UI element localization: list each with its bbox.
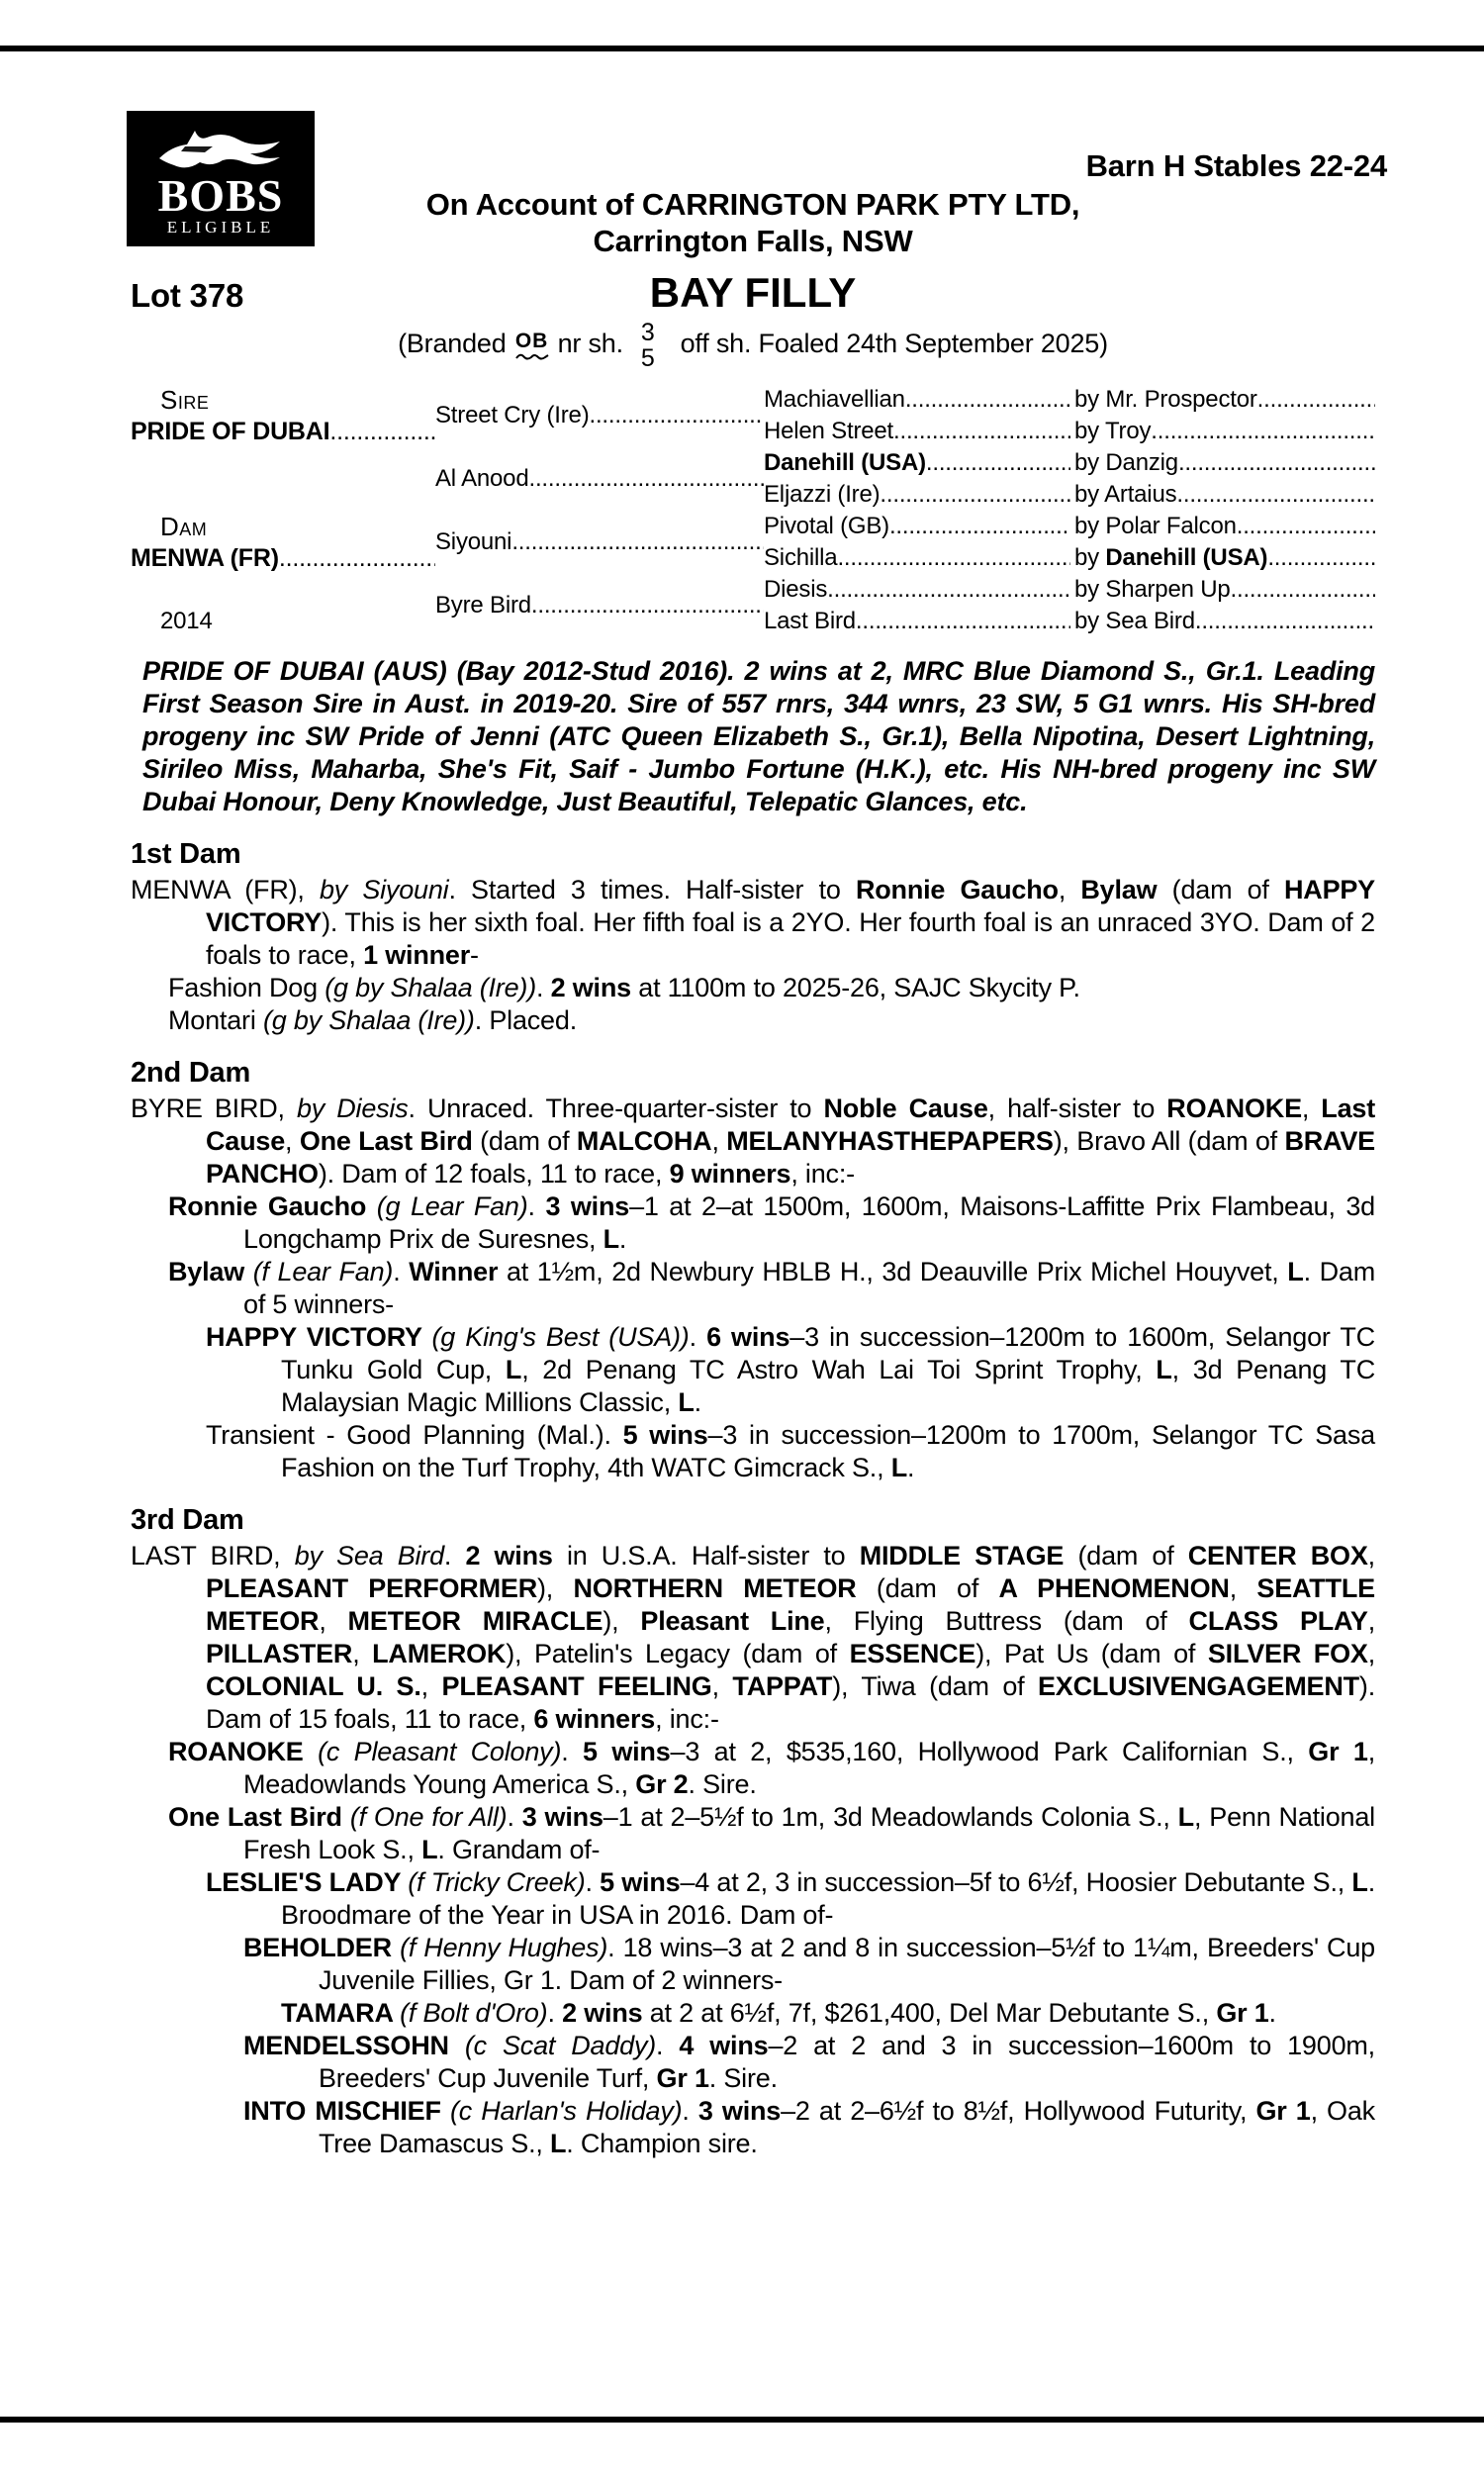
pedigree-grandparent-cell — [764, 449, 1070, 477]
pedigree-parent — [435, 402, 764, 429]
progeny-entry: Montari (g by Shalaa (Ire)). Placed. — [168, 1005, 577, 1035]
pedigree-greatgrandsire-text: by Troy — [1074, 418, 1152, 444]
branded-near-shoulder: nr sh. — [557, 329, 623, 358]
pedigree-greatgrandsire-text: by Sharpen Up — [1074, 576, 1231, 603]
progeny-entry: Fashion Dog (g by Shalaa (Ire)). 2 wins at 1100m to 2025-26, SAJC Skycity P. — [168, 973, 1080, 1002]
dotted-leader — [589, 402, 764, 429]
dotted-leader — [1195, 608, 1375, 635]
progeny-entry: Transient - Good Planning (Mal.). 5 wins–3 in succession–1200m to 1700m, Selangor TC Sasa Fashion on the Turf Trophy, 4th WATC Gimcrack S., L. — [206, 1420, 1375, 1482]
pedigree-row — [764, 384, 1375, 416]
dotted-leader — [889, 513, 1070, 540]
pedigree-grandparent — [764, 513, 1070, 540]
pedigree-row — [764, 447, 1375, 479]
branded-prefix: (Branded — [398, 329, 507, 358]
pedigree-greatgrandsire — [1074, 544, 1375, 572]
pedigree-parent-text: Street Cry (Ire) — [435, 402, 590, 428]
pedigree-grandparent-cell — [764, 513, 1070, 540]
pedigree-grandparent-text: Eljazzi (Ire) — [764, 481, 881, 508]
pedigree-grandparent-cell — [764, 544, 1070, 572]
pedigree-parent-cell — [435, 384, 764, 447]
pedigree-grandparent-cell — [764, 608, 1070, 635]
logo-subtext: ELIGIBLE — [166, 217, 275, 237]
progeny-entry: ROANOKE (c Pleasant Colony). 5 wins–3 at 2, $535,160, Hollywood Park Californian S., Gr 1, Meadowlands Young America S., Gr 2. Sire. — [168, 1737, 1375, 1799]
pedigree-row — [764, 606, 1375, 637]
pedigree-greatgrandsire-text: by Mr. Prospector — [1074, 386, 1257, 413]
dam-year: 2014 — [160, 608, 213, 634]
pedigree-grandparent — [764, 418, 1070, 445]
dotted-leader — [856, 608, 1070, 635]
progeny-entry: TAMARA (f Bolt d'Oro). 2 wins at 2 at 6½f, 7f, $261,400, Del Mar Debutante S., Gr 1. — [281, 1998, 1276, 2028]
brand-numbers — [641, 320, 655, 371]
dotted-leader — [531, 592, 764, 619]
pedigree-row — [764, 511, 1375, 542]
brand-foaling-line — [131, 315, 1375, 372]
pedigree-parent-text: Siyouni — [435, 528, 512, 555]
dotted-leader — [926, 449, 1070, 477]
progeny-entry: LESLIE'S LADY (f Tricky Creek). 5 wins–4 at 2, 3 in succession–5f to 6½f, Hoosier Debutante S., L. Broodmare of the Year in USA in 2016. Dam of- — [206, 1867, 1376, 1930]
pedigree-greatgrandsire-cell — [1070, 386, 1375, 414]
pedigree-grandparent — [764, 481, 1070, 509]
pedigree-row — [764, 416, 1375, 447]
pedigree-greatgrandsire-text: by Artaius — [1074, 481, 1177, 508]
dotted-leader — [511, 528, 764, 556]
dotted-leader — [1151, 418, 1375, 445]
pedigree-parent — [435, 592, 764, 619]
section-heading: 1st Dam — [131, 838, 241, 870]
page-title: BAY FILLY — [649, 269, 857, 316]
pedigree-greatgrandsire — [1074, 418, 1375, 445]
pedigree-grandparents-column — [764, 384, 1375, 637]
pedigree-greatgrandsire-cell — [1070, 481, 1375, 509]
pedigree-parent-cell — [435, 447, 764, 511]
barn-label: Barn H Stables 22-24 — [1085, 148, 1387, 183]
dam-label: Dam — [160, 512, 208, 541]
pedigree-grandparent-text: Sichilla — [764, 544, 838, 571]
pedigree-row — [764, 542, 1375, 574]
pedigree-grandparent — [764, 544, 1070, 572]
horse-head-icon — [155, 121, 286, 174]
pedigree-parent-cell — [435, 511, 764, 574]
pedigree-grandparent — [764, 386, 1070, 414]
brand-number-bottom: 5 — [640, 343, 655, 372]
pedigree-grandparent-cell — [764, 386, 1070, 414]
pedigree-row — [764, 574, 1375, 606]
sire-summary-paragraph: PRIDE OF DUBAI (AUS) (Bay 2012-Stud 2016). 2 wins at 2, MRC Blue Diamond S., Gr.1. Leading First Season Sire in Aust. in 2019-20. Sire of 557 rnrs, 344 wnrs, 23 SW, 5 G1 wnrs. His SH-bred progeny inc SW Pride of Jenni (ATC Queen Elizabeth S., Gr.1), Bella Nipotina, Desert Lightning, Sirileo Miss, Maharba, She's Fit, Saif - Jumbo Fortune (H.K.), etc. His NH-bred progeny inc SW Dubai Honour, Deny Knowledge, Just Beautiful, Telepatic Glances, etc. — [142, 656, 1375, 816]
dam-paragraph: BYRE BIRD, by Diesis. Unraced. Three-quarter-sister to Noble Cause, half-sister to ROANOKE, Last Cause, One Last Bird (dam of MALCOHA, MELANYHASTHEPAPERS), Bravo All (dam of BRAVE PANCHO). Dam of 12 foals, 11 to race, 9 winners, inc:- — [131, 1094, 1376, 1189]
pedigree-parent — [435, 528, 764, 556]
pedigree-parents-column — [435, 384, 764, 637]
pedigree-parent-cell — [435, 574, 764, 637]
progeny-entry: HAPPY VICTORY (g King's Best (USA)). 6 wins–3 in succession–1200m to 1600m, Selangor TC Tunku Gold Cup, L, 2d Penang TC Astro Wah Lai Toi Sprint Trophy, L, 3d Penang TC Malaysian Magic Millions Classic, L. — [206, 1322, 1375, 1417]
progeny-entry: Ronnie Gaucho (g Lear Fan). 3 wins–1 at 2–at 1500m, 1600m, Maisons-Laffitte Prix Flambeau, 3d Longchamp Prix de Suresnes, L. — [168, 1191, 1375, 1254]
brand-number-top: 3 — [640, 318, 655, 346]
pedigree-greatgrandsire-cell — [1070, 608, 1375, 635]
dam-cell — [131, 511, 435, 637]
pedigree-greatgrandsire — [1074, 576, 1375, 604]
pedigree-greatgrandsire — [1074, 513, 1375, 540]
pedigree-greatgrandsire-text: by Danehill (USA) — [1074, 544, 1268, 571]
progeny-entry: INTO MISCHIEF (c Harlan's Holiday). 3 wins–2 at 2–6½f to 8½f, Hollywood Futurity, Gr 1, Oak Tree Damascus S., L. Champion sire. — [243, 2096, 1375, 2158]
dam-name: MENWA (FR) ..... — [131, 542, 435, 606]
lot-number: Lot 378 — [131, 277, 244, 314]
progeny-entry: Bylaw (f Lear Fan). Winner at 1½m, 2d Newbury HBLB H., 3d Deauville Prix Michel Houyvet, L. Dam of 5 winners- — [168, 1257, 1375, 1319]
pedigree-row — [764, 479, 1375, 511]
dotted-leader — [1176, 481, 1375, 509]
bottom-rule — [0, 2417, 1484, 2423]
dotted-leader — [837, 544, 1070, 572]
section-heading: 2nd Dam — [131, 1057, 251, 1089]
dam-sections — [131, 838, 1375, 2160]
pedigree-grandparent-text: Helen Street — [764, 418, 894, 444]
pedigree-table — [131, 384, 1375, 637]
pedigree-greatgrandsire-cell — [1070, 418, 1375, 445]
pedigree-greatgrandsire-cell — [1070, 576, 1375, 604]
lot-title-row — [131, 269, 1375, 317]
dam-paragraph: LAST BIRD, by Sea Bird. 2 wins in U.S.A. Half-sister to MIDDLE STAGE (dam of CENTER BOX, PLEASANT PERFORMER), NORTHERN METEOR (dam of A PHENOMENON, SEATTLE METEOR, METEOR MIRACLE), Pleasant Line, Flying Buttress (dam of CLASS PLAY, PILLASTER, LAMEROK), Patelin's Legacy (dam of ESSENCE), Pat Us (dam of SILVER FOX, COLONIAL U. S., PLEASANT FEELING, TAPPAT), Tiwa (dam of EXCLUSIVENGAGEMENT). Dam of 15 foals, 11 to race, 6 winners, inc:- — [131, 1541, 1375, 1734]
dotted-leader — [1257, 386, 1375, 414]
pedigree-parent — [435, 465, 764, 493]
pedigree-grandparent — [764, 449, 1070, 477]
pedigree-greatgrandsire-cell — [1070, 513, 1375, 540]
pedigree-parent-text: Al Anood — [435, 465, 529, 492]
dam-paragraph: MENWA (FR), by Siyouni. Started 3 times. Half-sister to Ronnie Gaucho, Bylaw (dam of HAPPY VICTORY). This is her sixth foal. Her fifth foal is a 2YO. Her fourth foal is an unraced 3YO. Dam of 2 foals to race, 1 winner- — [131, 875, 1375, 970]
dotted-leader — [905, 386, 1070, 414]
dotted-leader — [893, 418, 1070, 445]
section-heading: 3rd Dam — [131, 1504, 244, 1536]
dotted-leader — [880, 481, 1070, 509]
logo-wordmark: BOBS — [157, 169, 284, 221]
pedigree-sire-dam-column — [131, 384, 435, 637]
pedigree-grandparent — [764, 576, 1070, 604]
branded-suffix: off sh. Foaled 24th September 2025) — [680, 329, 1108, 358]
progeny-entry: MENDELSSOHN (c Scat Daddy). 4 wins–2 at 2 and 3 in succession–1600m to 1900m, Breeders' Cup Juvenile Turf, Gr 1. Sire. — [243, 2031, 1375, 2093]
pedigree-greatgrandsire — [1074, 449, 1375, 477]
dotted-leader — [1178, 449, 1375, 477]
brand-letters: OB — [514, 329, 549, 352]
pedigree-grandparent-text: Pivotal (GB) — [764, 513, 889, 539]
brand-mark-icon — [514, 331, 550, 360]
pedigree-grandparent-cell — [764, 576, 1070, 604]
pedigree-grandparent — [764, 608, 1070, 635]
pedigree-grandparent-cell — [764, 418, 1070, 445]
dotted-leader — [827, 576, 1070, 604]
vendor-account-line: On Account of CARRINGTON PARK PTY LTD, — [425, 187, 1080, 222]
dotted-leader — [1231, 576, 1375, 604]
sire-name: PRIDE OF DUBAI ..... — [131, 416, 435, 511]
pedigree-greatgrandsire — [1074, 481, 1375, 509]
pedigree-greatgrandsire-cell — [1070, 449, 1375, 477]
pedigree-greatgrandsire-text: by Sea Bird — [1074, 608, 1195, 634]
dotted-leader — [528, 465, 764, 493]
dotted-leader — [1267, 544, 1375, 572]
pedigree-greatgrandsire — [1074, 386, 1375, 414]
sire-cell — [131, 384, 435, 511]
pedigree-greatgrandsire — [1074, 608, 1375, 635]
pedigree-grandparent-text: Last Bird — [764, 608, 856, 634]
vendor-location: Carrington Falls, NSW — [593, 224, 913, 258]
sire-label: Sire — [160, 385, 210, 415]
dotted-leader — [1237, 513, 1375, 540]
pedigree-greatgrandsire-text: by Polar Falcon — [1074, 513, 1237, 539]
pedigree-greatgrandsire-cell — [1070, 544, 1375, 572]
progeny-entry: BEHOLDER (f Henny Hughes). 18 wins–3 at 2 and 8 in succession–5½f to 1¼m, Breeders' Cup Juvenile Fillies, Gr 1. Dam of 2 winners- — [243, 1933, 1375, 1995]
pedigree-grandparent-text: Diesis — [764, 576, 828, 603]
top-rule — [0, 46, 1484, 51]
pedigree-grandparent-cell — [764, 481, 1070, 509]
pedigree-grandparent-text: Machiavellian — [764, 386, 905, 413]
pedigree-grandparent-text: Danehill (USA) — [764, 449, 926, 476]
content-flow — [131, 384, 1375, 2160]
pedigree-parent-text: Byre Bird — [435, 592, 531, 618]
progeny-entry: One Last Bird (f One for All). 3 wins–1 at 2–5½f to 1m, 3d Meadowlands Colonia S., L, Penn National Fresh Look S., L. Grandam of- — [168, 1802, 1375, 1864]
pedigree-greatgrandsire-text: by Danzig — [1074, 449, 1178, 476]
